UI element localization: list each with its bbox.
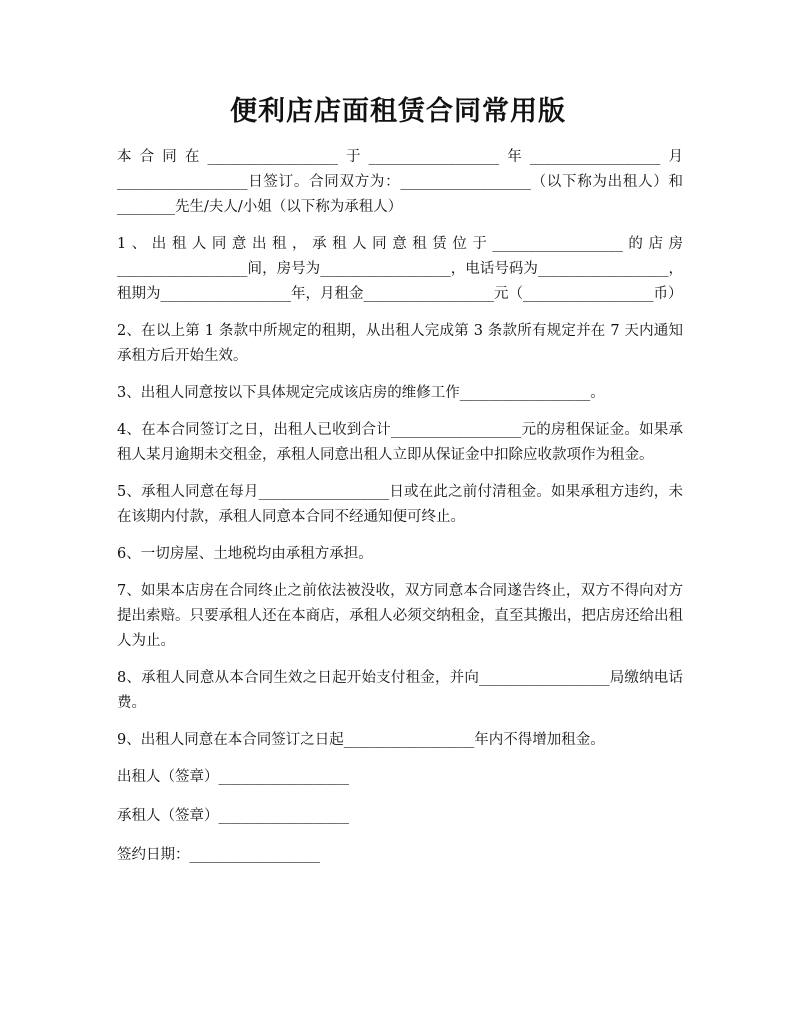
signing-date-line: 签约日期：__________________: [117, 847, 320, 863]
clause-5: 5、承租人同意在每月__________________日或在此之前付清租金。如果承租方违约，未在该期内付款，承租人同意本合同不经通知便可终止。: [117, 484, 683, 525]
document-title: 便利店店面租赁合同常用版: [230, 96, 566, 127]
intro-paragraph: 本合同在__________________于__________________年__________________月__________________日签订。合同双方为：__________________（以下称为出租人）和________先生/夫人/小姐（以下称为承租人）: [117, 149, 683, 215]
clause-2: 2、在以上第 1 条款中所规定的租期，从出租人完成第 3 条款所有规定并在 7 天内通知承租方后开始生效。: [117, 323, 683, 364]
clause-7: 7、如果本店房在合同终止之前依法被没收，双方同意本合同遂告终止，双方不得向对方提出索赔。只要承租人还在本商店，承租人必须交纳租金，直至其搬出，把店房还给出租人为止。: [117, 583, 683, 649]
clause-8: 8、承租人同意从本合同生效之日起开始支付租金，并向__________________局缴纳电话费。: [117, 670, 683, 711]
document-body: [117, 145, 683, 882]
lessor-signature-line: 出租人（签章）__________________: [117, 769, 349, 785]
clause-1: 1、出租人同意出租，承租人同意租赁位于__________________的店房__________________间，房号为__________________，电话号码为__________________，租期为__________________年，月租金__________________元（__________________币）: [117, 236, 683, 302]
clause-3: 3、出租人同意按以下具体规定完成该店房的维修工作__________________。: [117, 385, 605, 401]
clause-6: 6、一切房屋、土地税均由承租方承担。: [117, 546, 373, 562]
clause-9: 9、出租人同意在本合同签订之日起__________________年内不得增加租金。: [117, 732, 605, 748]
lessee-signature-line: 承租人（签章）__________________: [117, 808, 349, 824]
clause-4: 4、在本合同签订之日，出租人已收到合计__________________元的房租保证金。如果承租人某月逾期未交租金，承租人同意出租人立即从保证金中扣除应收款项作为租金。: [117, 422, 683, 463]
